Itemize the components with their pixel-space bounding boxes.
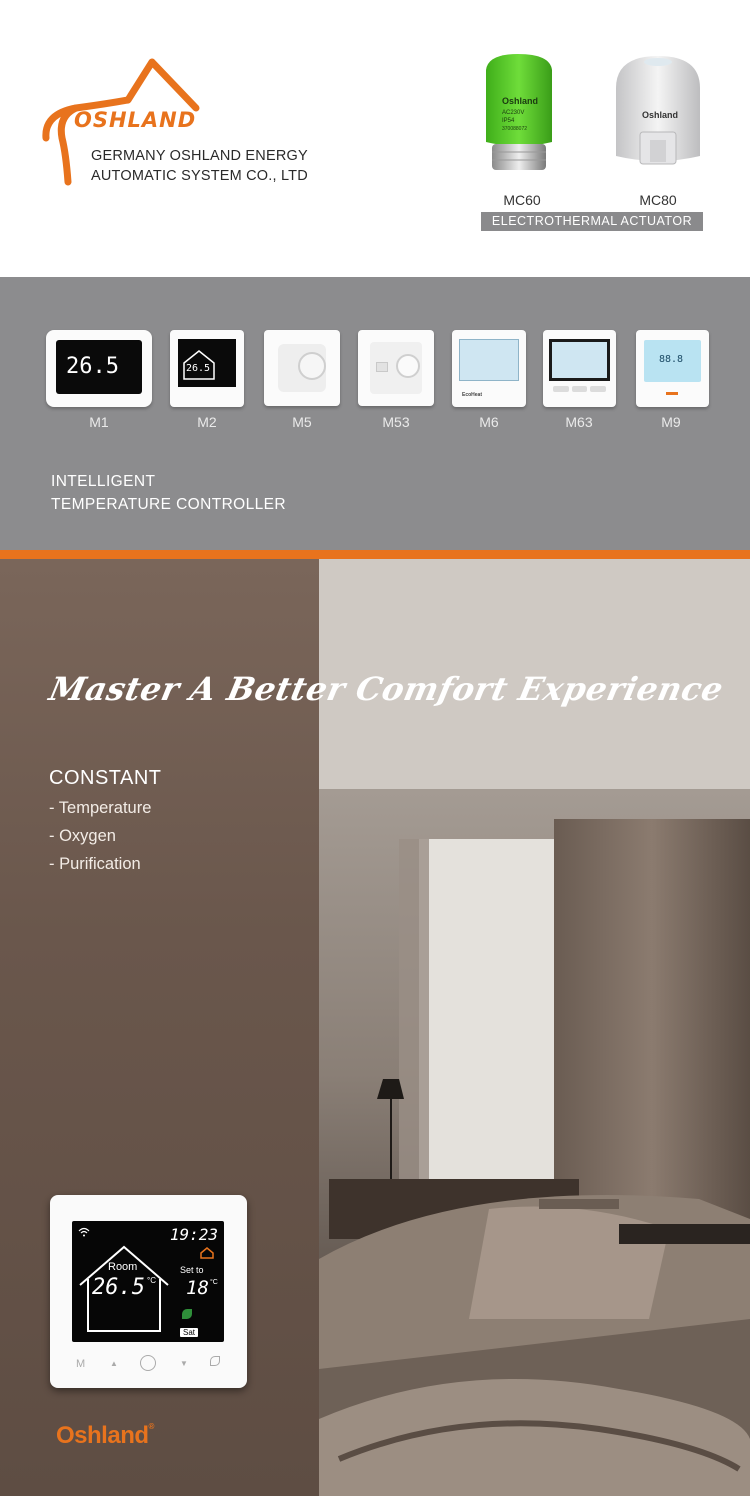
- m63-lcd-screen: [549, 339, 610, 381]
- thermostat-screen: [72, 1221, 224, 1342]
- thermostat-device: [50, 1195, 247, 1388]
- actuator-mc80-label: MC80: [639, 192, 677, 208]
- m2-display-temp: 26.5: [186, 363, 211, 374]
- constant-item-temperature: - Temperature: [49, 799, 152, 817]
- constant-title: CONSTANT: [49, 767, 162, 789]
- m53-switch-icon: [376, 362, 388, 372]
- m5-panel: [278, 344, 326, 392]
- controller-m9: [636, 330, 709, 407]
- constant-item-oxygen: - Oxygen: [49, 827, 116, 845]
- m9-lcd-screen: [644, 340, 701, 382]
- thermostat-time: 19:23: [169, 1225, 218, 1244]
- company-name: [91, 146, 308, 186]
- brand-wordmark: Oshland: [56, 1422, 149, 1449]
- thermostat-down-button[interactable]: ▼: [180, 1359, 188, 1368]
- actuator-caption-bar: ELECTROTHERMAL ACTUATOR: [481, 212, 703, 231]
- oshland-brand-logo: [56, 1422, 154, 1450]
- thermostat-mode-button[interactable]: M: [76, 1358, 86, 1370]
- lifestyle-section: [0, 559, 750, 1496]
- controller-m53-label: M53: [382, 414, 410, 430]
- actuator-mc80-image: [612, 52, 704, 180]
- wifi-icon: [78, 1227, 90, 1237]
- day-badge: Sat: [180, 1328, 198, 1337]
- m1-screen: [56, 340, 142, 394]
- set-temp-unit: °C: [210, 1279, 218, 1286]
- m6-lcd-screen: [459, 339, 519, 381]
- m63-button-1: [553, 386, 569, 392]
- m63-button-3: [590, 386, 606, 392]
- room-temperature: 26.5: [92, 1275, 145, 1300]
- mc60-spec-voltage: AC230V: [502, 110, 525, 116]
- controller-m1: [46, 330, 152, 407]
- controller-m5: [264, 330, 340, 406]
- controller-m63-label: M63: [565, 414, 593, 430]
- m1-display-temp: 26.5: [66, 354, 119, 379]
- set-to-label: Set to: [180, 1265, 204, 1275]
- header: [0, 0, 750, 277]
- controller-m2-label: M2: [197, 414, 217, 430]
- controller-m2: [170, 330, 244, 407]
- band-title-line-1: INTELLIGENT: [51, 473, 156, 490]
- thermostat-up-button[interactable]: ▲: [110, 1359, 118, 1368]
- m6-brand-text: EcoHeat: [462, 392, 483, 398]
- eco-leaf-icon: [182, 1309, 192, 1319]
- logo-wordmark: OSHLAND: [74, 108, 197, 132]
- m9-display: 88.8: [659, 354, 684, 365]
- controller-m6-label: M6: [479, 414, 499, 430]
- orange-divider: [0, 550, 750, 559]
- mc60-spec-serial: 370088072: [502, 126, 528, 132]
- thermostat-power-button[interactable]: [140, 1355, 156, 1371]
- slogan-headline: Master A Better Comfort Experience: [45, 670, 727, 708]
- set-temperature: 18: [186, 1277, 209, 1299]
- actuator-mc60-label: MC60: [503, 192, 541, 208]
- thermostat-eco-button[interactable]: [210, 1356, 220, 1366]
- m63-button-2: [572, 386, 588, 392]
- m63-buttons: [553, 386, 606, 392]
- controller-band-title: [51, 470, 286, 516]
- controller-m1-label: M1: [89, 414, 109, 430]
- m53-panel: [370, 342, 422, 394]
- room-label: Room: [108, 1261, 138, 1273]
- registered-mark: ®: [148, 1422, 154, 1431]
- m9-indicator: [666, 392, 678, 395]
- company-line-2: AUTOMATIC SYSTEM CO., LTD: [91, 168, 308, 184]
- controller-m9-label: M9: [661, 414, 681, 430]
- mc60-brand-text: Oshland: [502, 96, 539, 106]
- company-line-1: GERMANY OSHLAND ENERGY: [91, 148, 308, 164]
- home-mode-icon: [200, 1247, 214, 1259]
- controller-m5-label: M5: [292, 414, 312, 430]
- constant-item-purification: - Purification: [49, 855, 141, 873]
- m5-dial-icon: [298, 352, 326, 380]
- mc80-brand-text: Oshland: [642, 110, 679, 120]
- actuator-mc60-image: [478, 50, 560, 178]
- room-temp-unit: °C: [147, 1276, 156, 1285]
- controller-m63: [543, 330, 616, 407]
- mc60-spec-ip: IP54: [502, 118, 515, 124]
- m53-dial-icon: [396, 354, 420, 378]
- controller-m53: [358, 330, 434, 406]
- band-title-line-2: TEMPERATURE CONTROLLER: [51, 496, 287, 513]
- m2-screen: [178, 339, 236, 387]
- controller-m6: [452, 330, 526, 407]
